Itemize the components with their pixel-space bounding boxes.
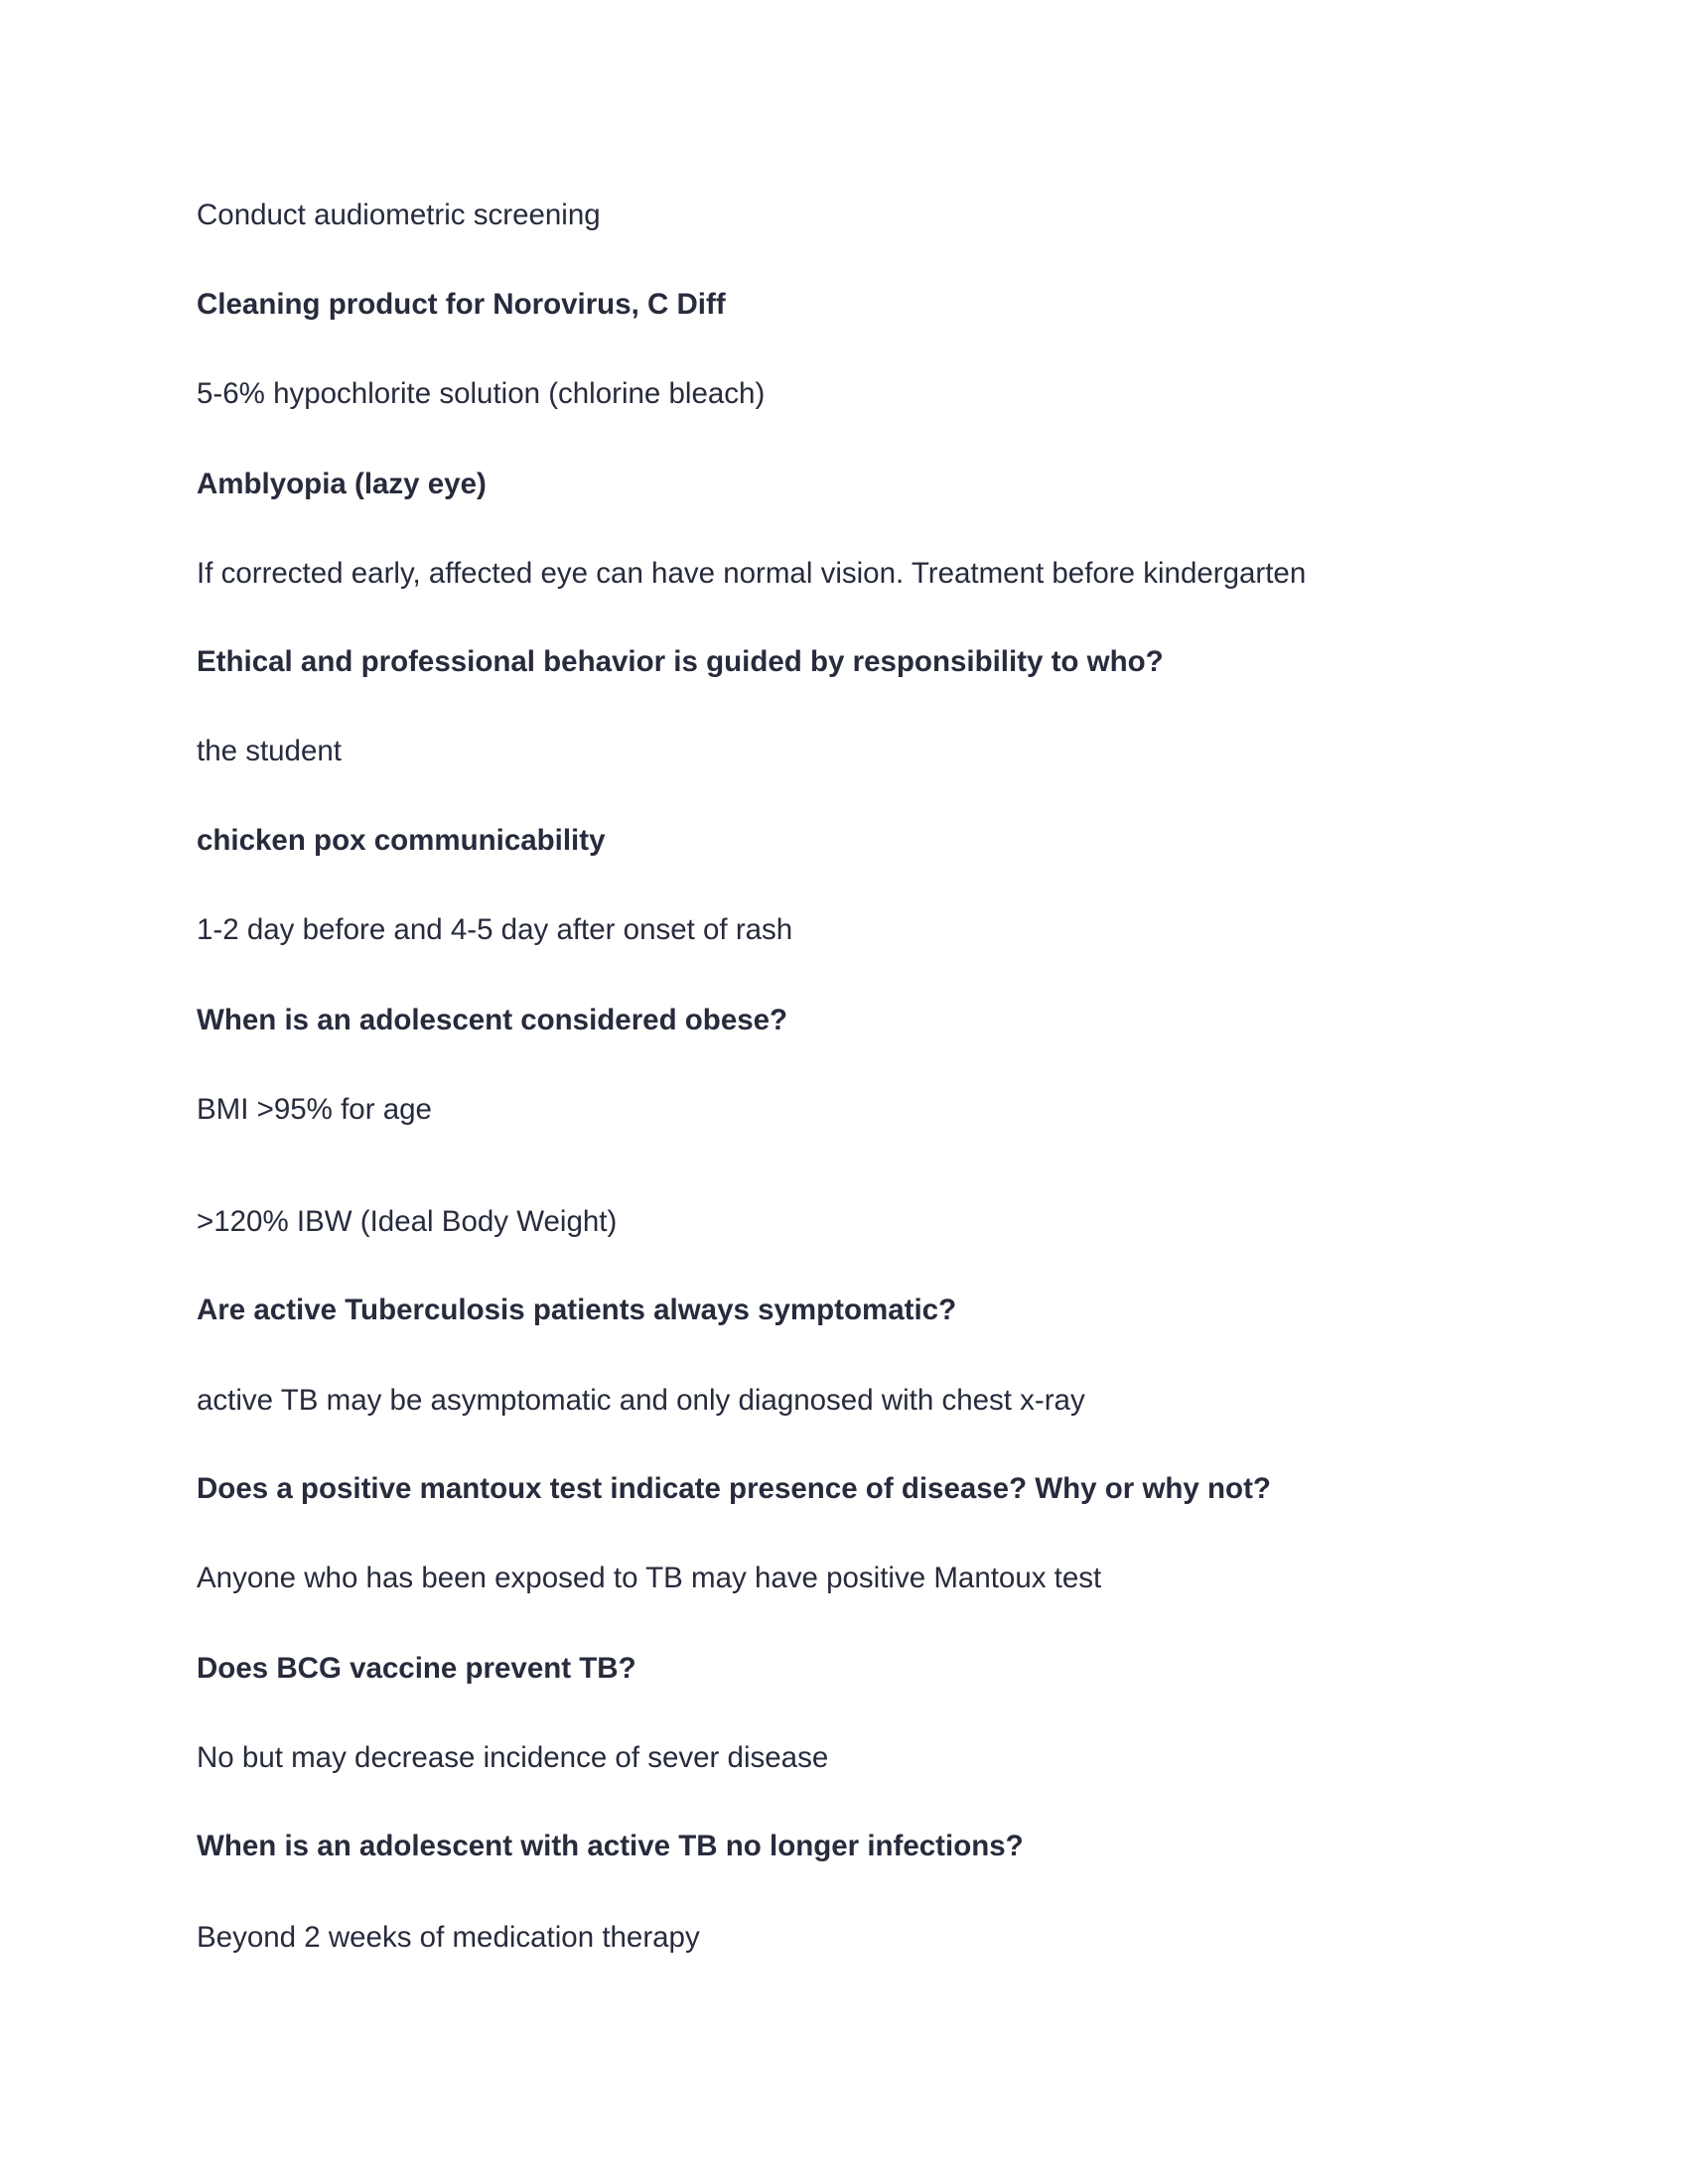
answer-text: Conduct audiometric screening (197, 199, 601, 231)
question-text: When is an adolescent considered obese? (197, 1004, 788, 1036)
question-text: Are active Tuberculosis patients always symptomatic? (197, 1294, 957, 1326)
question-text: Amblyopia (lazy eye) (197, 468, 487, 500)
question-text: When is an adolescent with active TB no longer infections? (197, 1830, 1024, 1862)
answer-text: 1-2 day before and 4-5 day after onset of rash (197, 913, 793, 946)
answer-text: active TB may be asymptomatic and only diagnosed with chest x-ray (197, 1384, 1085, 1417)
answer-text: Anyone who has been exposed to TB may have positive Mantoux test (197, 1562, 1102, 1594)
question-text: chicken pox communicability (197, 824, 606, 857)
answer-text: If corrected early, affected eye can have normal vision. Treatment before kindergarten (197, 557, 1307, 590)
answer-text: >120% IBW (Ideal Body Weight) (197, 1205, 618, 1238)
question-text: Ethical and professional behavior is guided by responsibility to who? (197, 645, 1164, 678)
question-text: Does BCG vaccine prevent TB? (197, 1652, 636, 1685)
answer-text: No but may decrease incidence of sever disease (197, 1741, 829, 1774)
answer-text: Beyond 2 weeks of medication therapy (197, 1921, 700, 1954)
question-text: Cleaning product for Norovirus, C Diff (197, 288, 726, 321)
answer-text: 5-6% hypochlorite solution (chlorine bleach) (197, 377, 766, 410)
question-text: Does a positive mantoux test indicate presence of disease? Why or why not? (197, 1472, 1271, 1505)
answer-text: the student (197, 735, 342, 767)
answer-text: BMI >95% for age (197, 1093, 432, 1126)
